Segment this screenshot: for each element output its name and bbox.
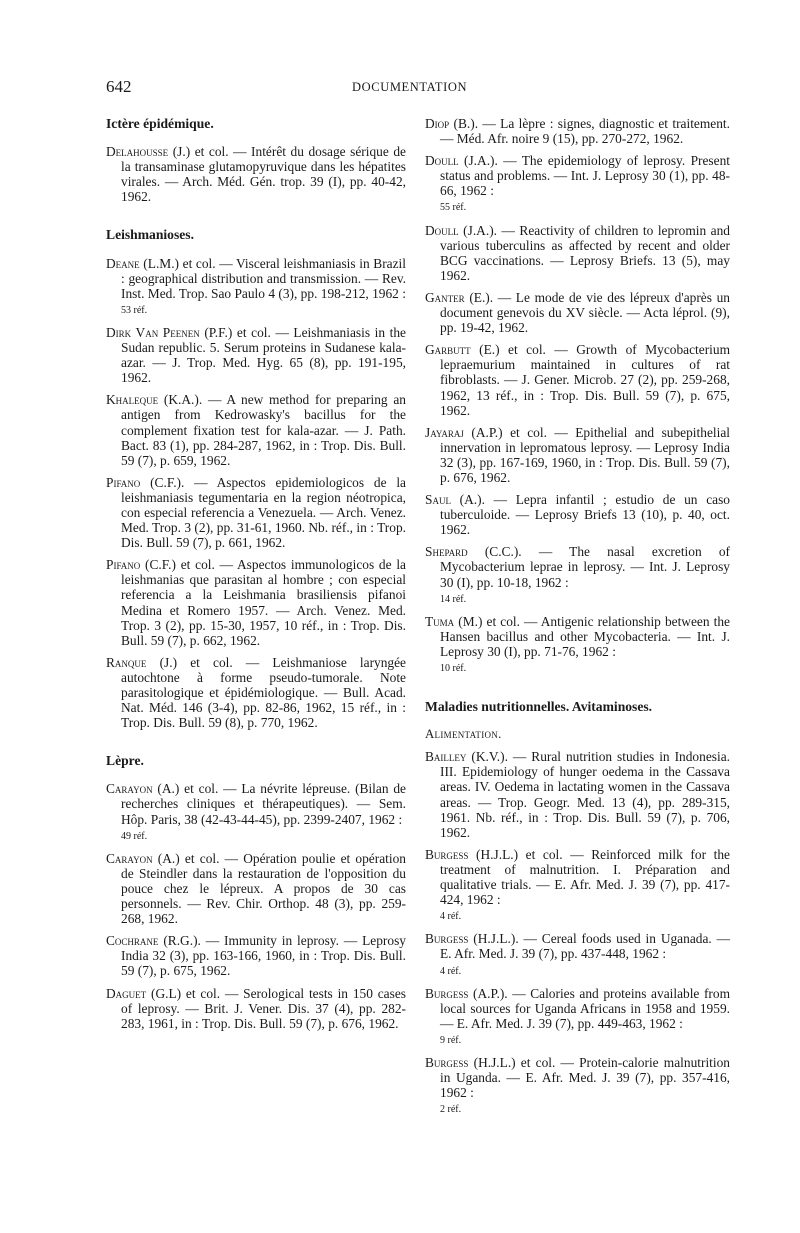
bibliography-entry bbox=[425, 342, 730, 417]
bibliography-entry bbox=[425, 116, 730, 146]
bibliography-entry bbox=[425, 986, 730, 1048]
entry-author: Deane bbox=[106, 255, 140, 271]
entry-text: (K.A.). — A new method for preparing an antigen from Kedrowasky's bacillus for the complement fixation test for kala-azar. — J. Path. Bact. 83 (1), pp. 284-287, 1962, in : Trop. Dis. Bull. 59 (7), p. 659, 1962. bbox=[121, 392, 406, 468]
entry-text: (L.M.) et col. — Visceral leishmaniasis in Brazil : geographical distribution and transmission. — Rev. Inst. Med. Trop. Sao Paulo 4 (3), pp. 198-212, 1962 : bbox=[121, 255, 406, 301]
entry-author: Khaleque bbox=[106, 392, 159, 408]
entry-author: Burgess bbox=[425, 846, 469, 862]
bibliography-entry bbox=[425, 492, 730, 537]
entry-ref-count: 14 réf. bbox=[440, 593, 467, 605]
entry-text: (E.). — Le mode de vie des lépreux d'après un document genevois du XV siècle. — Acta léprol. (9), pp. 19-42, 1962. bbox=[440, 289, 730, 336]
bibliography-entry bbox=[425, 153, 730, 215]
entry-ref-count: 55 réf. bbox=[440, 202, 467, 214]
entry-author: Saul bbox=[425, 492, 451, 508]
entry-text: (C.C.). — The nasal excretion of Mycobacterium leprae in leprosy. — Int. J. Leprosy 30 (I), pp. 10-18, 1962 : bbox=[440, 544, 730, 590]
bibliography-entry bbox=[425, 1055, 730, 1117]
entry-text: (H.J.L.). — Cereal foods used in Uganada. — E. Afr. Med. J. 39 (7), pp. 437-448, 1962 : bbox=[440, 931, 730, 962]
entry-text: (J.) et col. — Leishmaniose laryngée autochtone à forme pseudo-tumorale. Note parasitologique et épidémiologique. — Bull. Acad. Nat. Méd. 146 (3-4), pp. 82-86, 1962, 15 réf., in : Trop. Dis. Bull. 59 (8), p. 770, 1962. bbox=[121, 654, 406, 731]
entry-text: (G.L) et col. — Serological tests in 150 cases of leprosy. — Brit. J. Vener. Dis. 37 (4), pp. 282-283, 1961, in : Trop. Dis. Bull. 59 (7), p. 676, 1962. bbox=[121, 985, 406, 1031]
bibliography-entry bbox=[425, 614, 730, 676]
entry-author: Tuma bbox=[425, 613, 455, 629]
bibliography-entry bbox=[425, 290, 730, 335]
entry-ref-count: 9 réf. bbox=[440, 1034, 462, 1046]
bibliography-entry bbox=[106, 144, 406, 204]
bibliography-entry bbox=[106, 256, 406, 318]
bibliography-entry bbox=[425, 749, 730, 840]
entry-ref-count: 49 réf. bbox=[121, 830, 148, 842]
entry-author: Carayon bbox=[106, 850, 153, 866]
entry-author: Delahousse bbox=[106, 144, 169, 160]
bibliography-entry bbox=[425, 223, 730, 283]
bibliography-entry bbox=[106, 392, 406, 467]
bibliography-entry bbox=[106, 475, 406, 550]
entry-text: (A.P.) et col. — Epithelial and subepithelial innervation in lepromatous leprosy. — Leprosy India 32 (3), pp. 167-169, 1960, in : Trop. Dis. Bull. 59 (7), p. 676, 1962. bbox=[440, 424, 730, 485]
entry-ref-count: 53 réf. bbox=[121, 304, 148, 316]
entry-text: (E.) et col. — Growth of Mycobacterium lepraemurium maintained in cultures of rat fibroblasts. — J. Gener. Microb. 27 (2), pp. 259-268, 1962, 13 réf., in : Trop. Dis. Bull. 59 (7), p. 675, 1962. bbox=[440, 342, 730, 418]
entry-text: (A.) et col. — La névrite lépreuse. (Bilan de recherches cliniques et thérapeutiques). — Sem. Hôp. Paris, 38 (42-43-44-45), pp. 2399-2407, 1962 : bbox=[121, 781, 406, 827]
entry-author: Pifano bbox=[106, 474, 141, 490]
entry-text: (J.A.). — The epidemiology of leprosy. Present status and problems. — Int. J. Leprosy 30 (1), pp. 48-66, 1962 : bbox=[440, 153, 730, 199]
left-column bbox=[106, 116, 406, 1038]
section-title: Leishmanioses. bbox=[106, 227, 194, 243]
entry-text: (C.F.) et col. — Aspectos immunologicos de la leishmanias que parasitan al hombre ; con especial referencia a la Leishmania brasiliensis pifanoi Medina et Romero 1957. — Arch. Venez. Med. Trop. 3 (2), pp. 15-30, 1957, 10 réf., in : Trop. Dis. Bull. 59 (7), p. 662, 1962. bbox=[121, 557, 406, 648]
entry-text: (C.F.). — Aspectos epidemiologicos de la leishmaniasis tegumentaria en la region néotropica, con especial referencia a Venezuela. — Arch. Venez. Med. Trop. 3 (2), pp. 31-61, 1960. Nb. réf., in : Trop. Dis. Bull. 59 (7), p. 661, 1962. bbox=[121, 474, 406, 551]
right-column bbox=[425, 116, 730, 1124]
entry-author: Garbutt bbox=[425, 342, 471, 358]
entry-ref-count: 2 réf. bbox=[440, 1104, 462, 1116]
entry-text: (J.A.). — Reactivity of children to lepromin and various tuberculins as affected by recent and older BCG vaccinations. — Leprosy Briefs. 13 (5), may 1962. bbox=[440, 222, 730, 283]
bibliography-entry bbox=[106, 851, 406, 926]
entry-text: (P.F.) et col. — Leishmaniasis in the Sudan republic. 5. Serum proteins in Sudanese kala-azar. — J. Trop. Med. Hyg. 65 (8), pp. 191-195, 1962. bbox=[121, 324, 407, 386]
entry-text: (M.) et col. — Antigenic relationship between the Hansen bacillus and other Mycobacteria. — Int. J. Leprosy 30 (I), pp. 71-76, 1962 : bbox=[440, 613, 730, 659]
entry-author: Burgess bbox=[425, 1054, 469, 1070]
entry-author: Burgess bbox=[425, 985, 469, 1001]
bibliography-entry bbox=[425, 931, 730, 978]
entry-text: (R.G.). — Immunity in leprosy. — Leprosy India 32 (3), pp. 163-166, 1960, in : Trop. Dis. Bull. 59 (7), p. 675, 1962. bbox=[121, 933, 406, 979]
entry-author: Shepard bbox=[425, 544, 468, 560]
bibliography-entry bbox=[106, 655, 406, 730]
page-number: 642 bbox=[106, 77, 132, 96]
bibliography-entry bbox=[425, 425, 730, 485]
entry-text: (H.J.L.) et col. — Protein-calorie malnutrition in Uganda. — E. Afr. Med. J. 39 (7), pp. 357-416, 1962 : bbox=[440, 1054, 730, 1101]
section-title: Ictère épidémique. bbox=[106, 116, 214, 131]
bibliography-entry bbox=[106, 933, 406, 978]
entry-author: Dirk Van Peenen bbox=[106, 324, 200, 340]
entry-author: Burgess bbox=[425, 931, 469, 947]
bibliography-entry bbox=[425, 544, 730, 606]
entry-author: Cochrane bbox=[106, 933, 159, 949]
bibliography-entry bbox=[106, 557, 406, 648]
entry-author: Ranque bbox=[106, 654, 147, 670]
entry-author: Bailley bbox=[425, 749, 467, 765]
entry-text: (A.). — Lepra infantil ; estudio de un caso tuberculoide. — Leprosy Briefs 13 (10), p. 40, oct. 1962. bbox=[440, 492, 730, 538]
entry-author: Ganter bbox=[425, 289, 465, 305]
entry-text: (B.). — La lèpre : signes, diagnostic et traitement. — Méd. Afr. noire 9 (15), pp. 270-272, 1962. bbox=[440, 116, 730, 147]
entry-author: Doull bbox=[425, 222, 459, 238]
entry-text: (K.V.). — Rural nutrition studies in Indonesia. III. Epidemiology of hunger oedema in the Cassava areas. IV. Oedema in lactating women in the Cassava areas. — Trop. Geogr. Med. 13 (4), pp. 289-315, 1961. Nb. réf., in : Trop. Dis. Bull. 59 (7), p. 706, 1962. bbox=[440, 749, 730, 840]
entry-author: Pifano bbox=[106, 557, 141, 573]
entry-ref-count: 10 réf. bbox=[440, 663, 467, 674]
running-head: DOCUMENTATION bbox=[352, 80, 468, 94]
bibliography-entry bbox=[106, 986, 406, 1031]
entry-author: Jayaraj bbox=[425, 424, 464, 440]
entry-author: Diop bbox=[425, 116, 450, 131]
section-title: Lèpre. bbox=[106, 753, 144, 769]
bibliography-entry bbox=[106, 781, 406, 843]
entry-text: (A.P.). — Calories and proteins available from local sources for Uganda Africans in 1958 and 1959. — E. Afr. Med. J. 39 (7), pp. 449-463, 1962 : bbox=[440, 985, 730, 1031]
bibliography-entry bbox=[425, 847, 730, 924]
section-title: Maladies nutritionnelles. Avitaminoses. bbox=[425, 699, 653, 715]
entry-author: Daguet bbox=[106, 985, 147, 1001]
subsection-title: Alimentation. bbox=[425, 727, 502, 742]
entry-ref-count: 4 réf. bbox=[440, 965, 462, 977]
entry-text: (H.J.L.) et col. — Reinforced milk for the treatment of malnutrition. I. Préparation and qualitative trials. — E. Afr. Med. J. 39 (7), pp. 417-424, 1962 : bbox=[440, 846, 730, 908]
entry-text: (J.) et col. — Intérêt du dosage sérique de la transaminase glutamopyruvique dans les hépatites virales. — Arch. Méd. Gén. trop. 39 (I), pp. 40-42, 1962. bbox=[121, 144, 406, 205]
bibliography-entry bbox=[106, 325, 406, 385]
entry-ref-count: 4 réf. bbox=[440, 911, 462, 923]
entry-author: Doull bbox=[425, 153, 459, 169]
entry-author: Carayon bbox=[106, 781, 153, 797]
entry-text: (A.) et col. — Opération poulie et opération de Steindler dans la restauration de l'opposition du pouce chez le lépreux. A propos de 30 cas personnels. — Rev. Chir. Orthop. 48 (3), pp. 259-268, 1962. bbox=[121, 850, 406, 927]
